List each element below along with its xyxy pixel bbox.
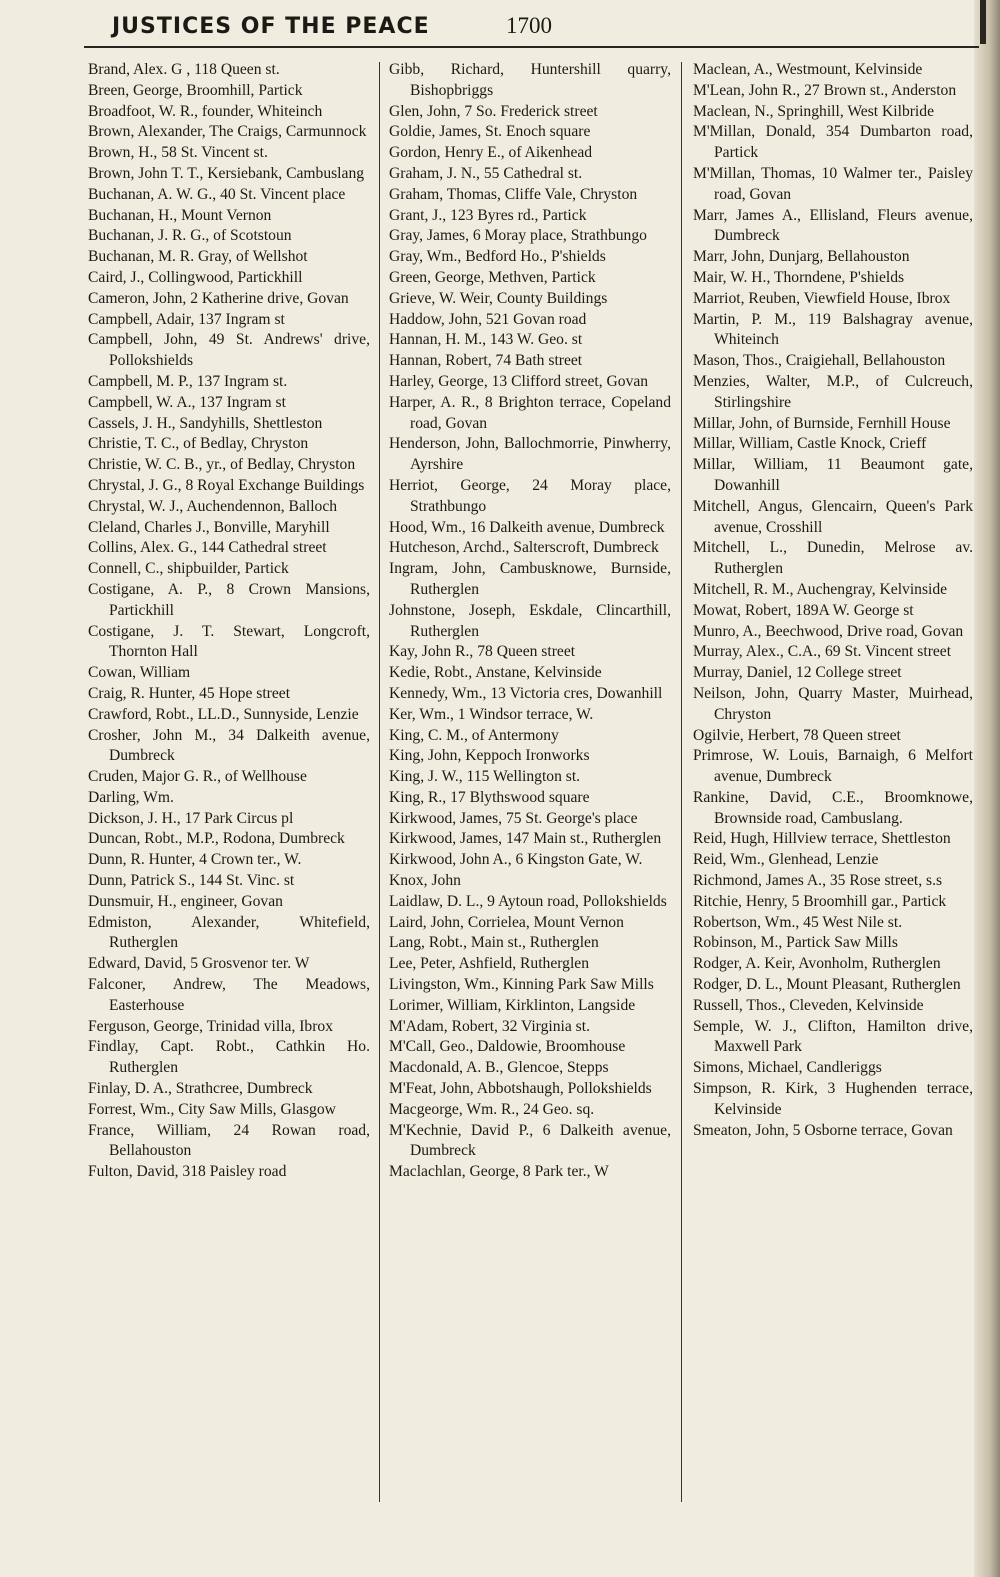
directory-entry: Munro, A., Beechwood, Drive road, Govan <box>693 622 964 640</box>
directory-entry: Gibb, Richard, Huntershill quarry, Bishopbriggs <box>389 61 671 99</box>
directory-entry: Russell, Thos., Cleveden, Kelvinside <box>693 996 924 1014</box>
directory-entry: King, R., 17 Blythswood square <box>389 788 590 806</box>
directory-entry: Cruden, Major G. R., of Wellhouse <box>88 768 307 786</box>
directory-entry: Chrystal, J. G., 8 Royal Exchange Buildings <box>88 476 365 494</box>
directory-entry: Robertson, Wm., 45 West Nile st. <box>693 913 903 931</box>
directory-entry: Kirkwood, John A., 6 Kingston Gate, W. <box>389 851 643 869</box>
directory-entry: Simpson, R. Kirk, 3 Hughenden terrace, Kelvinside <box>693 1080 973 1118</box>
directory-entry: Murray, Alex., C.A., 69 St. Vincent street <box>693 643 952 661</box>
directory-entry: King, C. M., of Antermony <box>389 726 559 744</box>
directory-column-3 <box>693 60 973 1141</box>
directory-entry: Hood, Wm., 16 Dalkeith avenue, Dumbreck <box>389 518 665 536</box>
directory-entry: Edmiston, Alexander, Whitefield, Rutherglen <box>88 913 370 952</box>
directory-entry: Johnstone, Joseph, Eskdale, Clincarthill, Rutherglen <box>389 601 671 640</box>
directory-entry: Mason, Thos., Craigiehall, Bellahouston <box>693 352 946 370</box>
directory-entry: Hannan, Robert, 74 Bath street <box>389 352 583 370</box>
directory-entry: Knox, John <box>389 872 461 890</box>
directory-entry: Grant, J., 123 Byres rd., Partick <box>389 206 587 224</box>
directory-entry: Lang, Robt., Main st., Rutherglen <box>389 934 599 952</box>
directory-entry: Mair, W. H., Thorndene, P'shields <box>693 268 905 286</box>
directory-entry: Semple, W. J., Clifton, Hamilton drive, Maxwell Park <box>693 1017 973 1056</box>
directory-entry: Macgeorge, Wm. R., 24 Geo. sq. <box>389 1100 595 1118</box>
directory-entry: Ogilvie, Herbert, 78 Queen street <box>693 726 901 744</box>
directory-entry: Christie, T. C., of Bedlay, Chryston <box>88 435 309 453</box>
directory-entry: Kirkwood, James, 75 St. George's place <box>389 809 638 827</box>
directory-entry: Campbell, Adair, 137 Ingram st <box>88 310 285 328</box>
directory-entry: Brown, John T. T., Kersiebank, Cambuslang <box>88 164 365 182</box>
directory-entry: Kennedy, Wm., 13 Victoria cres, Dowanhill <box>389 684 663 702</box>
directory-entry: Finlay, D. A., Strathcree, Dumbreck <box>88 1080 313 1098</box>
directory-entry: Buchanan, A. W. G., 40 St. Vincent place <box>88 185 346 203</box>
running-header <box>84 10 974 44</box>
directory-entry: Reid, Wm., Glenhead, Lenzie <box>693 851 879 869</box>
directory-entry: Kay, John R., 78 Queen street <box>389 643 576 661</box>
spine-mark <box>980 0 986 44</box>
directory-entry: Laidlaw, D. L., 9 Aytoun road, Pollokshields <box>389 892 667 910</box>
header-rule <box>84 46 979 48</box>
directory-entry: Cowan, William <box>88 664 191 682</box>
directory-entry: Campbell, John, 49 St. Andrews' drive, Pollokshields <box>88 331 370 370</box>
directory-entry: Buchanan, M. R. Gray, of Wellshot <box>88 248 308 266</box>
directory-entry: Menzies, Walter, M.P., of Culcreuch, Stirlingshire <box>693 372 973 411</box>
directory-entry: Richmond, James A., 35 Rose street, s.s <box>693 872 943 890</box>
directory-entry: Dunsmuir, H., engineer, Govan <box>88 892 283 910</box>
directory-entry: Darling, Wm. <box>88 788 174 806</box>
directory-entry: Primrose, W. Louis, Barnaigh, 6 Melfort avenue, Dumbreck <box>693 747 973 786</box>
directory-entry: Fulton, David, 318 Paisley road <box>88 1163 287 1181</box>
column-divider <box>379 62 380 1502</box>
directory-entry: Crawford, Robt., LL.D., Sunnyside, Lenzie <box>88 705 359 723</box>
directory-entry: Goldie, James, St. Enoch square <box>389 123 591 141</box>
directory-entry: Findlay, Capt. Robt., Cathkin Ho. Rutherglen <box>88 1038 370 1077</box>
directory-entry: Green, George, Methven, Partick <box>389 268 596 286</box>
directory-entry: Marr, John, Dunjarg, Bellahouston <box>693 248 910 266</box>
directory-entry: Livingston, Wm., Kinning Park Saw Mills <box>389 976 654 994</box>
directory-entry: Murray, Daniel, 12 College street <box>693 664 902 682</box>
directory-entry: Cameron, John, 2 Katherine drive, Govan <box>88 289 349 307</box>
directory-entry: Hannan, H. M., 143 W. Geo. st <box>389 331 583 349</box>
directory-entry: Christie, W. C. B., yr., of Bedlay, Chryston <box>88 456 356 474</box>
directory-entry: Campbell, M. P., 137 Ingram st. <box>88 372 288 390</box>
directory-entry: M'Millan, Thomas, 10 Walmer ter., Paisley road, Govan <box>693 164 973 203</box>
directory-entry: Marriot, Reuben, Viewfield House, Ibrox <box>693 289 951 307</box>
directory-entry: M'Call, Geo., Daldowie, Broomhouse <box>389 1038 626 1056</box>
directory-entry: Haddow, John, 521 Govan road <box>389 310 587 328</box>
directory-entry: Martin, P. M., 119 Balshagray avenue, Whiteinch <box>693 310 973 349</box>
directory-entry: Graham, J. N., 55 Cathedral st. <box>389 164 583 182</box>
directory-entry: Cassels, J. H., Sandyhills, Shettleston <box>88 414 323 432</box>
directory-entry: Simons, Michael, Candleriggs <box>693 1059 882 1077</box>
directory-entry: Buchanan, J. R. G., of Scotstoun <box>88 227 292 245</box>
directory-entry: Falconer, Andrew, The Meadows, Easterhouse <box>88 976 370 1014</box>
directory-entry: Glen, John, 7 So. Frederick street <box>389 102 598 120</box>
directory-entry: Marr, James A., Ellisland, Fleurs avenue, Dumbreck <box>693 206 973 245</box>
directory-entry: Dickson, J. H., 17 Park Circus pl <box>88 809 294 827</box>
directory-entry: King, John, Keppoch Ironworks <box>389 747 590 765</box>
directory-entry: Mowat, Robert, 189A W. George st <box>693 601 914 619</box>
directory-entry: Gray, James, 6 Moray place, Strathbungo <box>389 227 647 245</box>
directory-entry: Lorimer, William, Kirklinton, Langside <box>389 996 636 1014</box>
directory-entry: M'Lean, John R., 27 Brown st., Anderston <box>693 81 957 99</box>
page-number: 1700 <box>506 13 552 38</box>
directory-entry: Graham, Thomas, Cliffe Vale, Chryston <box>389 185 638 203</box>
directory-entry: Chrystal, W. J., Auchendennon, Balloch <box>88 497 338 515</box>
directory-entry: Millar, John, of Burnside, Fernhill House <box>693 414 951 432</box>
directory-column-1 <box>88 60 370 1183</box>
directory-entry: Harley, George, 13 Clifford street, Govan <box>389 372 649 390</box>
directory-entry: M'Millan, Donald, 354 Dumbarton road, Partick <box>693 123 973 162</box>
directory-entry: King, J. W., 115 Wellington st. <box>389 768 581 786</box>
directory-entry: Ker, Wm., 1 Windsor terrace, W. <box>389 705 594 723</box>
directory-entry: Mitchell, R. M., Auchengray, Kelvinside <box>693 580 948 598</box>
directory-entry: Caird, J., Collingwood, Partickhill <box>88 268 303 286</box>
directory-entry: Gray, Wm., Bedford Ho., P'shields <box>389 248 606 266</box>
directory-entry: Maclean, A., Westmount, Kelvinside <box>693 61 923 78</box>
directory-entry: Rodger, A. Keir, Avonholm, Rutherglen <box>693 955 941 973</box>
directory-entry: Kedie, Robt., Anstane, Kelvinside <box>389 664 602 682</box>
directory-entry: Craig, R. Hunter, 45 Hope street <box>88 684 291 702</box>
directory-entry: Ritchie, Henry, 5 Broomhill gar., Partick <box>693 892 947 910</box>
directory-entry: Millar, William, Castle Knock, Crieff <box>693 435 927 453</box>
directory-entry: Macdonald, A. B., Glencoe, Stepps <box>389 1059 609 1077</box>
directory-entry: Costigane, A. P., 8 Crown Mansions, Partickhill <box>88 580 370 619</box>
directory-entry: Rankine, David, C.E., Broomknowe, Brownside road, Cambuslang. <box>693 788 973 827</box>
directory-entry: Breen, George, Broomhill, Partick <box>88 81 303 99</box>
directory-entry: Buchanan, H., Mount Vernon <box>88 206 272 224</box>
directory-entry: Dunn, Patrick S., 144 St. Vinc. st <box>88 872 295 890</box>
directory-entry: Gordon, Henry E., of Aikenhead <box>389 144 593 162</box>
directory-entry: Connell, C., shipbuilder, Partick <box>88 560 289 578</box>
directory-entry: Costigane, J. T. Stewart, Longcroft, Thornton Hall <box>88 622 370 661</box>
directory-entry: Henderson, John, Ballochmorrie, Pinwherry, Ayrshire <box>389 435 671 474</box>
directory-entry: Campbell, W. A., 137 Ingram st <box>88 393 286 411</box>
book-spine-shadow <box>974 0 1000 1577</box>
directory-entry: Brown, H., 58 St. Vincent st. <box>88 144 268 162</box>
directory-entry: M'Adam, Robert, 32 Virginia st. <box>389 1017 590 1035</box>
directory-entry: France, William, 24 Rowan road, Bellahouston <box>88 1121 370 1160</box>
directory-entry: Reid, Hugh, Hillview terrace, Shettleston <box>693 830 951 848</box>
directory-entry: Broadfoot, W. R., founder, Whiteinch <box>88 102 323 120</box>
directory-entry: Duncan, Robt., M.P., Rodona, Dumbreck <box>88 830 345 848</box>
directory-entry: Harper, A. R., 8 Brighton terrace, Copeland road, Govan <box>389 393 671 432</box>
directory-entry: Maclean, N., Springhill, West Kilbride <box>693 102 934 120</box>
directory-entry: Lee, Peter, Ashfield, Rutherglen <box>389 955 590 973</box>
directory-entry: Ferguson, George, Trinidad villa, Ibrox <box>88 1017 334 1035</box>
directory-entry: Forrest, Wm., City Saw Mills, Glasgow <box>88 1100 336 1118</box>
column-divider <box>681 62 682 1502</box>
directory-entry: Neilson, John, Quarry Master, Muirhead, Chryston <box>693 684 973 723</box>
directory-entry: Mitchell, L., Dunedin, Melrose av. Rutherglen <box>693 539 973 578</box>
directory-column-2 <box>389 60 671 1183</box>
directory-entry: Laird, John, Corrielea, Mount Vernon <box>389 913 624 931</box>
directory-entry: Cleland, Charles J., Bonville, Maryhill <box>88 518 330 536</box>
directory-entry: Ingram, John, Cambusknowe, Burnside, Rutherglen <box>389 560 671 598</box>
directory-entry: Collins, Alex. G., 144 Cathedral street <box>88 539 327 557</box>
directory-entry: Kirkwood, James, 147 Main st., Rutherglen <box>389 830 662 848</box>
section-title: JUSTICES OF THE PEACE <box>112 14 430 39</box>
directory-entry: M'Feat, John, Abbotshaugh, Pollokshields <box>389 1080 652 1098</box>
directory-entry: Hutcheson, Archd., Salterscroft, Dumbreck <box>389 539 659 557</box>
directory-entry: Herriot, George, 24 Moray place, Strathbungo <box>389 476 671 515</box>
directory-entry: Dunn, R. Hunter, 4 Crown ter., W. <box>88 851 302 869</box>
directory-entry: Robinson, M., Partick Saw Mills <box>693 934 898 952</box>
directory-entry: Mitchell, Angus, Glencairn, Queen's Park avenue, Crosshill <box>693 497 973 536</box>
directory-entry: Rodger, D. L., Mount Pleasant, Rutherglen <box>693 976 961 994</box>
directory-entry: Brand, Alex. G , 118 Queen st. <box>88 61 280 78</box>
directory-entry: Smeaton, John, 5 Osborne terrace, Govan <box>693 1121 953 1139</box>
directory-entry: Millar, William, 11 Beaumont gate, Dowanhill <box>693 456 973 494</box>
directory-entry: Grieve, W. Weir, County Buildings <box>389 289 608 307</box>
directory-entry: Brown, Alexander, The Craigs, Carmunnock <box>88 123 367 141</box>
directory-entry: Crosher, John M., 34 Dalkeith avenue, Dumbreck <box>88 726 370 765</box>
directory-entry: Edward, David, 5 Grosvenor ter. W <box>88 955 310 973</box>
directory-entry: M'Kechnie, David P., 6 Dalkeith avenue, Dumbreck <box>389 1121 671 1160</box>
directory-entry: Maclachlan, George, 8 Park ter., W <box>389 1163 609 1181</box>
